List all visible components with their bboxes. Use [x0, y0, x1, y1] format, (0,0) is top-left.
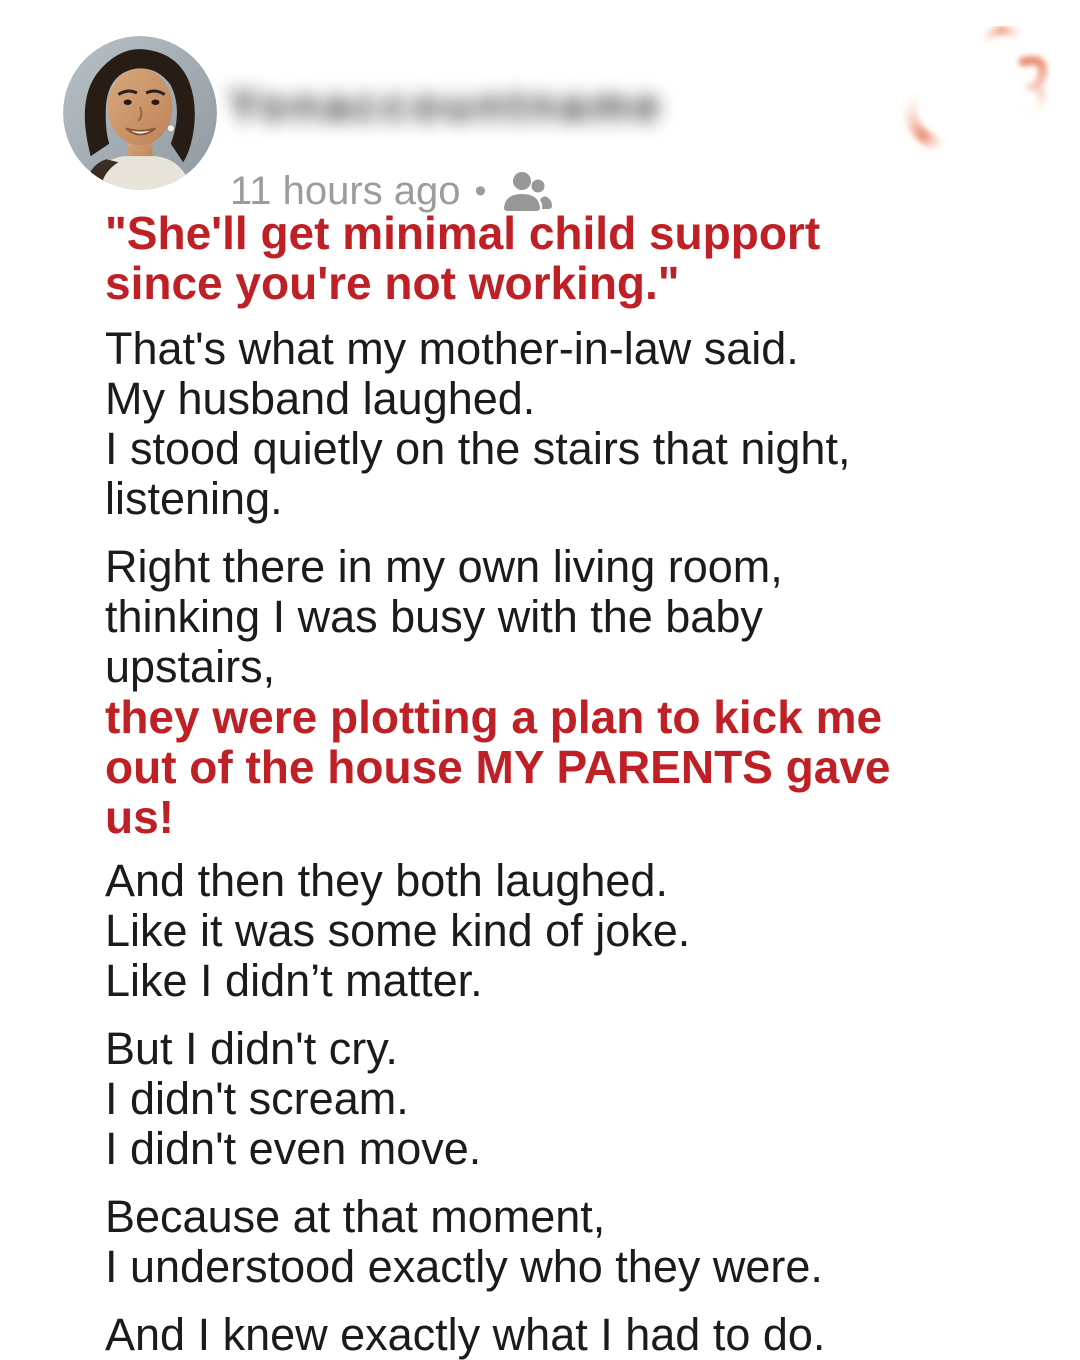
- post-paragraph-emphasis: [105, 692, 1080, 842]
- post-paragraph: [105, 324, 1080, 524]
- post-header: [0, 0, 1080, 213]
- post-text-line: thinking I was busy with the baby: [105, 591, 763, 642]
- post-content: [0, 208, 1080, 1360]
- friends-icon: [500, 170, 552, 212]
- timestamp[interactable]: 11 hours ago: [230, 168, 461, 213]
- post-text-line: Like I didn’t matter.: [105, 955, 483, 1006]
- post-text-line: I understood exactly who they were.: [105, 1241, 823, 1292]
- post-text-line: That's what my mother-in-law said.: [105, 323, 799, 374]
- headline-line: since you're not working.": [105, 257, 680, 309]
- avatar-photo-stylized: [63, 36, 217, 190]
- post-text-line: I didn't scream.: [105, 1073, 409, 1124]
- post-text-line: But I didn't cry.: [105, 1023, 398, 1074]
- post-paragraph: [105, 1192, 1080, 1292]
- separator-dot: •: [474, 172, 487, 210]
- post-paragraph: [105, 856, 1080, 1006]
- post-paragraph: [105, 1024, 1080, 1174]
- post-paragraph: [105, 542, 1080, 692]
- post-headline: [105, 208, 1080, 308]
- username-blurred[interactable]: Yonaccountname: [228, 79, 664, 131]
- post-text-line: Because at that moment,: [105, 1191, 606, 1242]
- post-text-line: they were plotting a plan to kick me: [105, 691, 883, 743]
- post-text-line: Like it was some kind of joke.: [105, 905, 691, 956]
- post-text-line: I stood quietly on the stairs that night,: [105, 423, 851, 474]
- headline-line: "She'll get minimal child support: [105, 207, 821, 259]
- post-paragraph: [105, 1310, 1080, 1360]
- post-text-line: out of the house MY PARENTS gave: [105, 741, 891, 793]
- post-text-line: listening.: [105, 473, 283, 524]
- post-text-line: I didn't even move.: [105, 1123, 482, 1174]
- post-text-line: Right there in my own living room,: [105, 541, 783, 592]
- post-text-line: My husband laughed.: [105, 373, 536, 424]
- post-text-line: us!: [105, 791, 174, 843]
- post-text-line: upstairs,: [105, 641, 276, 692]
- post-text-line: And I knew exactly what I had to do.: [105, 1309, 826, 1360]
- avatar[interactable]: [63, 36, 217, 190]
- post-text-line: And then they both laughed.: [105, 855, 668, 906]
